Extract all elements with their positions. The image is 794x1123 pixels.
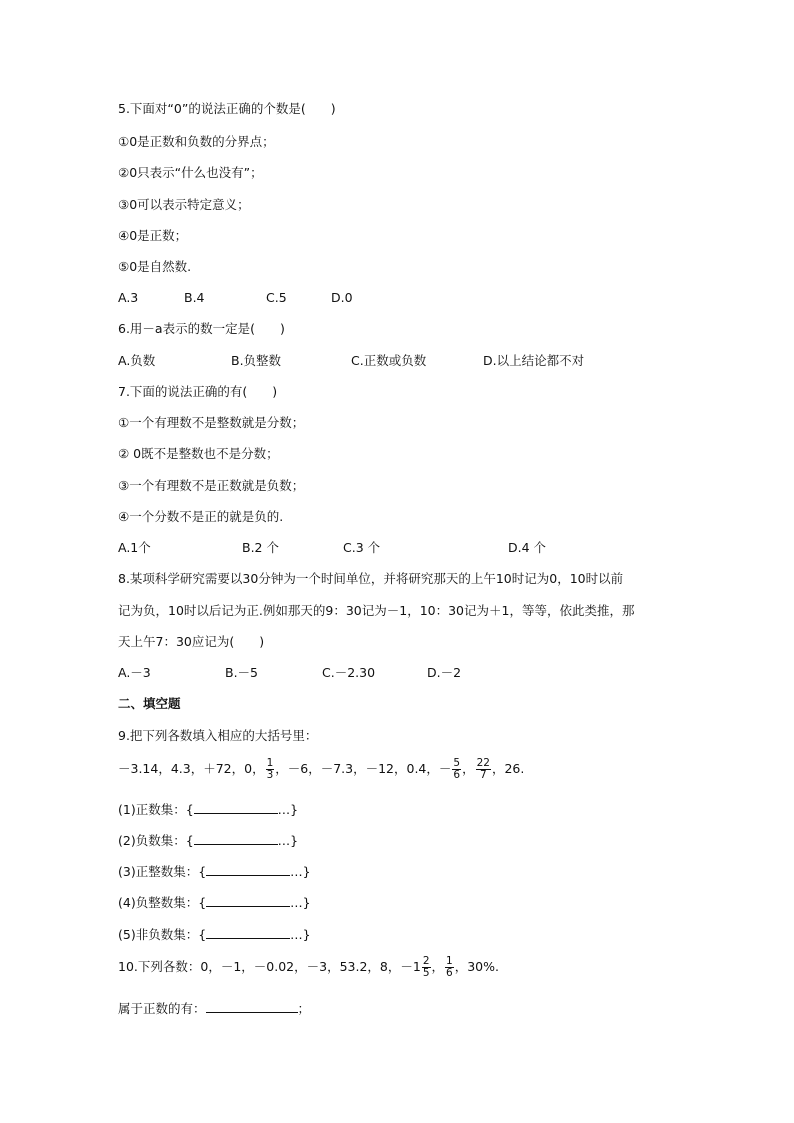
q9-set-nonnegative — [118, 925, 311, 943]
q5-option-a: A.3 — [118, 290, 139, 305]
q9-set-positive-integer-end: …} — [290, 864, 311, 879]
q9-set-negative-integer — [118, 893, 311, 911]
q9-number-list — [118, 755, 524, 783]
q9-set-negative-label: (2)负数集：{ — [118, 833, 194, 848]
q7-item-2: ② 0既不是整数也不是分数； — [118, 446, 279, 461]
q10-fraction-2 — [445, 956, 454, 979]
q5-item-3: ③0可以表示特定意义； — [118, 197, 250, 212]
q9-set-positive-integer — [118, 862, 311, 880]
q6-option-d: D.以上结论都不对 — [483, 353, 585, 368]
q10-positive-blank[interactable] — [206, 999, 298, 1013]
q5-option-b: B.4 — [184, 290, 205, 305]
q5-option-c: C.5 — [266, 290, 287, 305]
q10-stem — [118, 953, 499, 981]
q9-set-negative-integer-blank[interactable] — [206, 893, 290, 907]
q9-numbers-part1: －3.14，4.3，＋72，0， — [118, 761, 265, 776]
q9-set-negative-integer-label: (4)负整数集：{ — [118, 895, 207, 910]
q8-option-c: C.－2.30 — [322, 665, 376, 680]
q5-item-2: ②0只表示“什么也没有”； — [118, 165, 263, 180]
q10-stem-part1: 10.下列各数：0，－1，－0.02，－3，53.2，8，－1 — [118, 959, 421, 974]
q6-option-b: B.负整数 — [231, 353, 282, 368]
q9-set-negative — [118, 831, 298, 849]
q9-set-positive-integer-blank[interactable] — [206, 862, 290, 876]
q9-set-positive-blank[interactable] — [194, 800, 278, 814]
q10-fraction-1-numerator: 2 — [422, 955, 430, 967]
q6-option-a: A.负数 — [118, 353, 156, 368]
q9-set-nonnegative-end: …} — [290, 927, 311, 942]
q7-item-1: ①一个有理数不是整数就是分数； — [118, 415, 305, 430]
q8-line-2: 记为负，10时以后记为正.例如那天的9：30记为－1，10：30记为＋1，等等，依此类推，那 — [118, 603, 635, 618]
q9-set-nonnegative-label: (5)非负数集：{ — [118, 927, 207, 942]
q8-option-b: B.－5 — [225, 665, 259, 680]
q9-separator: ， — [462, 761, 475, 776]
q10-fraction-2-numerator: 1 — [446, 955, 453, 967]
q9-numbers-part3: ，26. — [491, 761, 525, 776]
q9-fraction-2-numerator: 5 — [453, 757, 461, 769]
q9-fraction-1-denominator: 3 — [266, 769, 274, 781]
section-title-fill-in: 二、填空题 — [118, 696, 181, 711]
q5-option-d: D.0 — [331, 290, 353, 305]
q10-positive-answer — [118, 999, 310, 1017]
q9-set-nonnegative-blank[interactable] — [206, 925, 290, 939]
q9-set-negative-end: …} — [277, 833, 299, 848]
q7-item-3: ③一个有理数不是正数就是负数； — [118, 478, 305, 493]
q6-stem: 6.用－a表示的数一定是( ) — [118, 321, 285, 336]
q10-separator: ， — [431, 959, 445, 974]
q10-positive-end: ； — [297, 1001, 311, 1016]
q10-fraction-1 — [422, 956, 431, 979]
q10-fraction-2-denominator: 6 — [446, 967, 453, 979]
q7-option-b: B.2 个 — [242, 540, 279, 555]
q7-option-d: D.4 个 — [508, 540, 547, 555]
q9-fraction-3-numerator: 22 — [476, 757, 490, 769]
q9-numbers-part2: ，－6，－7.3，－12，0.4，－ — [275, 761, 452, 776]
q5-item-4: ④0是正数； — [118, 228, 188, 243]
q7-item-4: ④一个分数不是正的就是负的. — [118, 509, 284, 524]
q9-set-negative-blank[interactable] — [194, 831, 278, 845]
q10-fraction-1-denominator: 5 — [422, 967, 430, 979]
q6-option-c: C.正数或负数 — [351, 353, 427, 368]
q7-option-a: A.1个 — [118, 540, 151, 555]
q10-positive-label: 属于正数的有： — [118, 1001, 206, 1016]
q10-stem-part2: ，30%. — [454, 959, 499, 974]
q9-fraction-1-numerator: 1 — [266, 757, 274, 769]
q9-fraction-1 — [266, 758, 275, 781]
q9-fraction-2-denominator: 6 — [453, 769, 461, 781]
q5-stem: 5.下面对“0”的说法正确的个数是( ) — [118, 101, 336, 116]
q8-option-a: A.－3 — [118, 665, 151, 680]
q9-stem: 9.把下列各数填入相应的大括号里： — [118, 728, 318, 743]
q9-fraction-2 — [452, 758, 461, 781]
q7-option-c: C.3 个 — [343, 540, 381, 555]
q9-set-negative-integer-end: …} — [290, 895, 311, 910]
q9-fraction-3-denominator: 7 — [479, 769, 487, 781]
q9-fraction-3 — [476, 758, 491, 781]
q5-item-1: ①0是正数和负数的分界点； — [118, 134, 275, 149]
q7-stem: 7.下面的说法正确的有( ) — [118, 384, 278, 399]
q9-set-positive-label: (1)正数集：{ — [118, 802, 194, 817]
q8-line-3: 天上午7：30应记为( ) — [118, 634, 265, 649]
q9-set-positive-end: …} — [277, 802, 299, 817]
q5-item-5: ⑤0是自然数. — [118, 259, 192, 274]
q8-option-d: D.－2 — [427, 665, 462, 680]
q9-set-positive-integer-label: (3)正整数集：{ — [118, 864, 207, 879]
q8-line-1: 8.某项科学研究需要以30分钟为一个时间单位，并将研究那天的上午10时记为0，10时以前 — [118, 571, 624, 586]
q9-set-positive — [118, 800, 298, 818]
